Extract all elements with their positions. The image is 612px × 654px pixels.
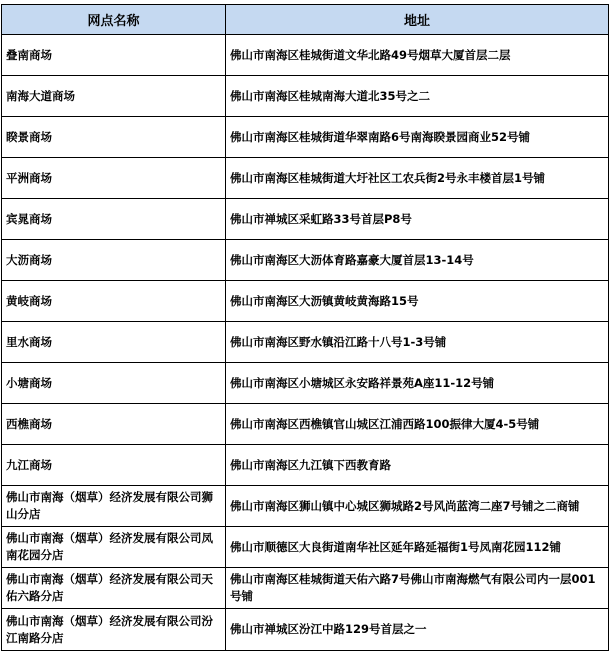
outlet-name-cell: 佛山市南海（烟草）经济发展有限公司狮山分店 [2, 486, 226, 527]
table-row [2, 117, 609, 158]
outlet-table [1, 4, 609, 651]
outlet-name-cell: 佛山市南海（烟草）经济发展有限公司天佑六路分店 [2, 568, 226, 609]
column-header-address: 地址 [226, 5, 609, 35]
table-row [2, 363, 609, 404]
outlet-name-cell: 黄岐商场 [2, 281, 226, 322]
address-cell: 佛山市顺德区大良街道南华社区延年路延福街1号凤南花园112铺 [226, 527, 609, 568]
address-cell: 佛山市南海区桂城街道华翠南路6号南海睽景园商业52号铺 [226, 117, 609, 158]
column-header-outlet-name: 网点名称 [2, 5, 226, 35]
table-row [2, 322, 609, 363]
outlet-name-cell: 叠南商场 [2, 35, 226, 76]
outlet-name-cell: 大沥商场 [2, 240, 226, 281]
table-row [2, 609, 609, 651]
outlet-name-cell: 西樵商场 [2, 404, 226, 445]
address-cell: 佛山市南海区桂城南海大道北35号之二 [226, 76, 609, 117]
table-header-row [2, 5, 609, 35]
address-cell: 佛山市南海区桂城街道大圩社区工农兵街2号永丰楼首层1号铺 [226, 158, 609, 199]
outlet-name-cell: 南海大道商场 [2, 76, 226, 117]
address-cell: 佛山市南海区九江镇下西教育路 [226, 445, 609, 486]
table-row [2, 445, 609, 486]
address-cell: 佛山市南海区狮山镇中心城区狮城路2号风尚蓝湾二座7号铺之二商铺 [226, 486, 609, 527]
outlet-name-cell: 里水商场 [2, 322, 226, 363]
address-cell: 佛山市南海区大沥体育路嘉豪大厦首层13-14号 [226, 240, 609, 281]
address-cell: 佛山市南海区桂城街道天佑六路7号佛山市南海燃气有限公司内一层001号铺 [226, 568, 609, 609]
address-cell: 佛山市南海区小塘城区永安路祥景苑A座11-12号铺 [226, 363, 609, 404]
table-row [2, 35, 609, 76]
address-cell: 佛山市南海区野水镇沿江路十八号1-3号铺 [226, 322, 609, 363]
address-cell: 佛山市南海区西樵镇官山城区江浦西路100振律大厦4-5号铺 [226, 404, 609, 445]
address-cell: 佛山市禅城区采虹路33号首层P8号 [226, 199, 609, 240]
table-row [2, 158, 609, 199]
address-cell: 佛山市禅城区汾江中路129号首层之一 [226, 609, 609, 651]
table-row [2, 76, 609, 117]
outlet-name-cell: 宾晁商场 [2, 199, 226, 240]
table-row [2, 240, 609, 281]
outlet-name-cell: 佛山市南海（烟草）经济发展有限公司凤南花园分店 [2, 527, 226, 568]
outlet-name-cell: 睽景商场 [2, 117, 226, 158]
table-row [2, 486, 609, 527]
outlet-name-cell: 平洲商场 [2, 158, 226, 199]
table-row [2, 404, 609, 445]
outlet-name-cell: 九江商场 [2, 445, 226, 486]
address-cell: 佛山市南海区大沥镇黄岐黄海路15号 [226, 281, 609, 322]
table-row [2, 281, 609, 322]
table-row [2, 568, 609, 609]
address-cell: 佛山市南海区桂城街道文华北路49号烟草大厦首层二层 [226, 35, 609, 76]
table-row [2, 527, 609, 568]
outlet-name-cell: 佛山市南海（烟草）经济发展有限公司汾江南路分店 [2, 609, 226, 651]
table-row [2, 199, 609, 240]
outlet-name-cell: 小塘商场 [2, 363, 226, 404]
